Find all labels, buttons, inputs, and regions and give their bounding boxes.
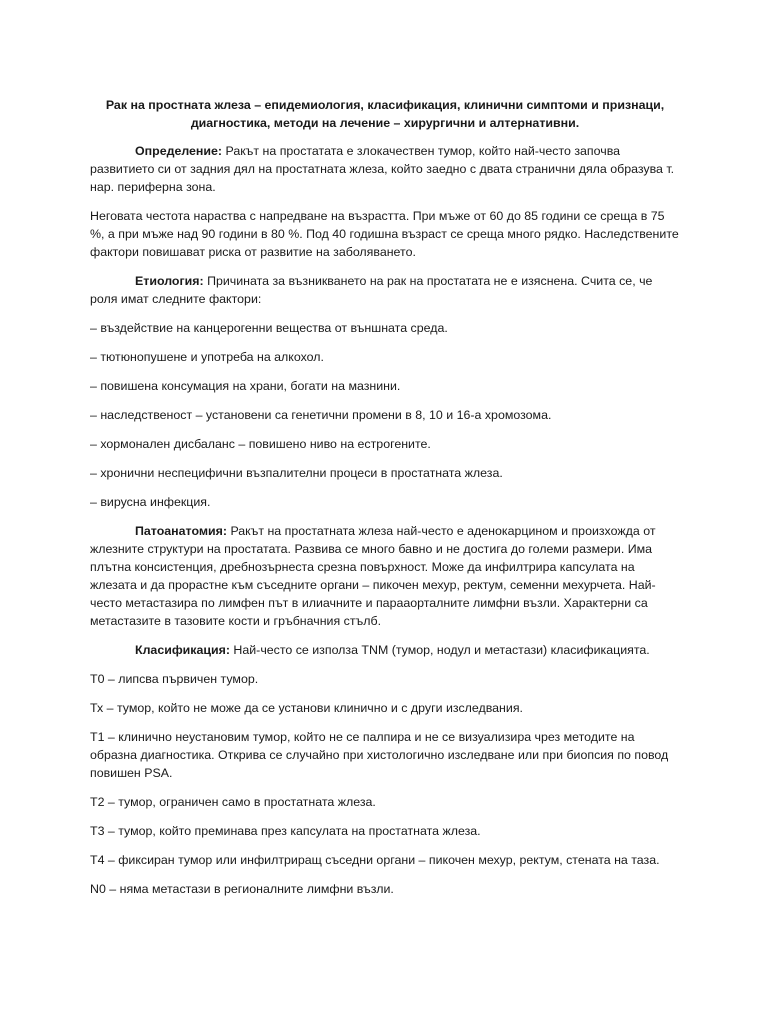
pathology-text: Ракът на простатната жлеза най-често е аденокарцином и произхожда от жлезните структури на простатата. Развива се много бавно и не достига до големи размери. Има плътна консистенция, дребнозърнеста срезна повърхност. Може да инфилтрира капсулата на жлезата и да прорастне към съседните органи – пикочен мехур, ректум, семенни мехурчета. Най-често метастазира по лимфен път в илиачните и парааорталните лимфни възли. Характерни са метастазите в тазовите кости и гръбначния стълб. [90,524,656,628]
definition-paragraph [90,142,680,196]
factor-item: – хронични неспецифични възпалителни процеси в простатната жлеза. [90,466,503,480]
document-page [90,96,680,909]
factor-item: – тютюнопушене и употреба на алкохол. [90,350,324,364]
document-title [90,96,680,132]
title-line-2: диагностика, методи на лечение – хирургични и алтернативни. [190,116,580,130]
factor-item: – хормонален дисбаланс – повишено ниво на естрогените. [90,437,431,451]
frequency-paragraph: Неговата честота нараства с напредване на възрастта. При мъже от 60 до 85 години се среща в 75 %, а при мъже над 90 години в 80 %. Под 40 годишна възраст се среща много рядко. Наследствените фактори повишават риска от развитие на заболяването. [90,209,679,259]
definition-text: Ракът на простатата е злокачествен тумор, който най-често започва развитието си от задния дял на простатната жлеза, който заедно с двата странични дяла образува т. нар. периферна зона. [90,144,675,194]
factor-item: – въздействие на канцерогенни вещества от външната среда. [90,321,448,335]
stage-item: Т0 – липсва първичен тумор. [90,672,259,686]
pathology-lead: Патоанатомия: [135,524,227,538]
factor-item: – повишена консумация на храни, богати на мазнини. [90,379,401,393]
pathology-paragraph [90,522,680,630]
title-line-1: Рак на простната жлеза – епидемиология, класификация, клинични симптоми и признаци, [105,98,665,112]
classification-text: Най-често се използа TNM (тумор, нодул и метастази) класификацията. [229,643,650,657]
stage-item: Т1 – клинично неустановим тумор, който не се палпира и не се визуализира чрез методите на образна диагностика. Открива се случайно при хистологично изследване или при биопсия по повод повишен PSA. [90,730,669,780]
etiology-text: Причината за възникването на рак на простатата не е изяснена. Счита се, че роля имат следните фактори: [90,274,653,306]
stage-item: Тх – тумор, който не може да се установи клинично и с други изследвания. [90,701,523,715]
stage-item: N0 – няма метастази в регионалните лимфни възли. [90,882,394,896]
stage-item: Т3 – тумор, който преминава през капсулата на простатната жлеза. [90,824,481,838]
stage-item: Т4 – фиксиран тумор или инфилтриращ съседни органи – пикочен мехур, ректум, стената на таза. [90,853,660,867]
factor-item: – вирусна инфекция. [90,495,211,509]
etiology-paragraph [90,272,680,308]
classification-paragraph [90,641,680,659]
etiology-lead: Етиология: [135,274,204,288]
factor-item: – наследственост – установени са генетични промени в 8, 10 и 16-а хромозома. [90,408,552,422]
stage-item: Т2 – тумор, ограничен само в простатната жлеза. [90,795,376,809]
classification-lead: Класификация: [135,643,230,657]
definition-lead: Определение: [135,144,223,158]
